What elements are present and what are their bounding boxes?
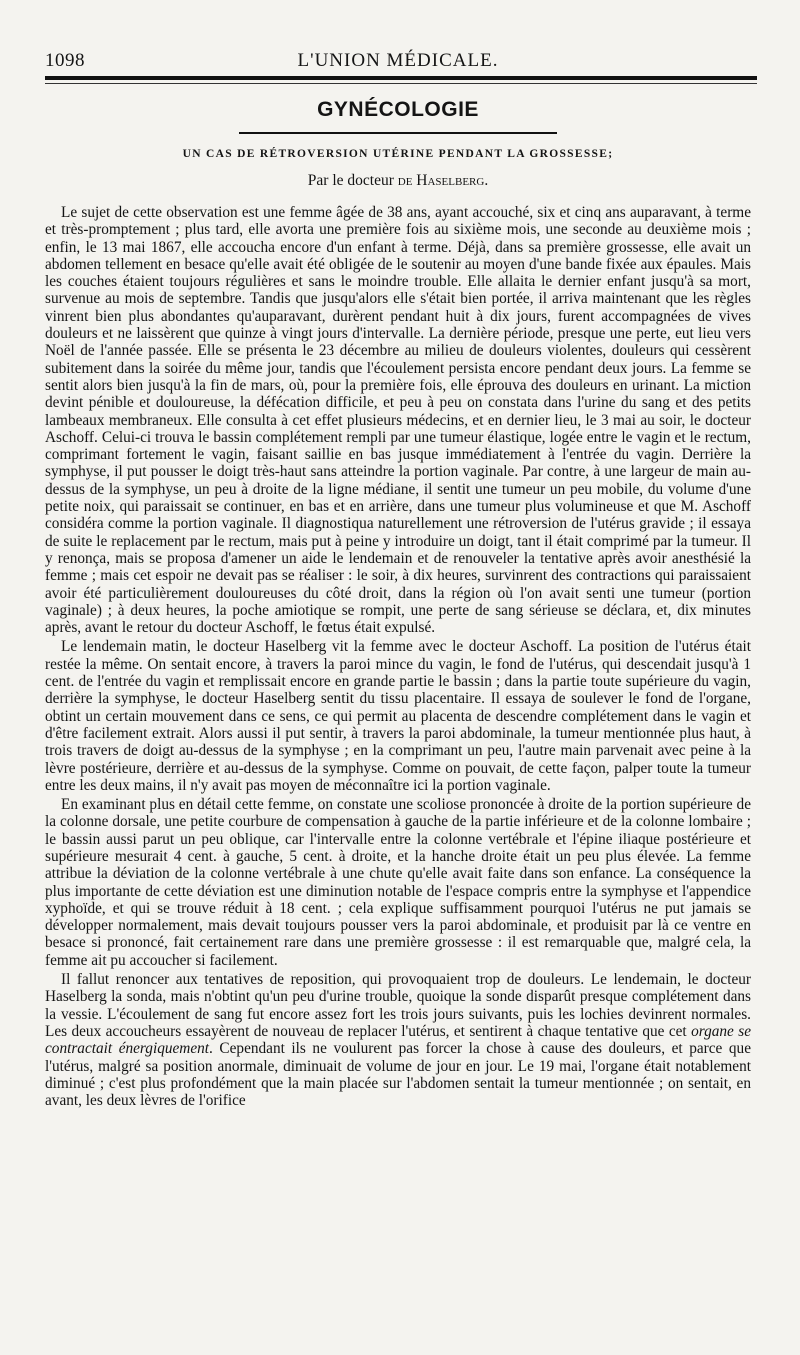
- journal-title: L'UNION MÉDICALE.: [297, 50, 499, 71]
- italic-phrase: organe se contractait énergiquement: [45, 1022, 751, 1058]
- byline: [45, 172, 751, 190]
- section-title: GYNÉCOLOGIE: [317, 98, 479, 121]
- paragraph: En examinant plus en détail cette femme, on constate une scoliose prononcée à droite de la portion supérieure de la colonne dorsale, une petite courbure de compensation à gauche de la partie inférieure et de la colonne lombaire ; le bassin aussi parut un peu oblique, car l'intervalle entre la colonne vertébrale et l'épine iliaque postérieure et supérieure mesurait 4 cent. à gauche, 5 cent. à droite, et la hanche droite était un peu plus élevée. La femme attribue la déviation de la colonne vertébrale à une chute qu'elle avait faite dans son enfance. La conséquence la plus importante de cette déviation est une diminution notable de l'espace compris entre la symphyse et l'appendice xyphoïde, et qui se trouve réduit à 18 cent. ; cela explique suffisamment pourquoi l'utérus ne put jamais se développer normalement, mais devait toujours pousser vers la paroi abdominale, et produisit par là ce ventre en besace si prononcé, fait certainement rare dans une première grossesse : il est remarquable que, malgré cela, la femme ait pu accoucher si facilement.: [45, 796, 751, 969]
- paragraph: Le lendemain matin, le docteur Haselberg vit la femme avec le docteur Aschoff. La position de l'utérus était restée la même. On sentait encore, à travers la paroi mince du vagin, le fond de l'utérus, qui descendait jusqu'à 1 cent. de l'entrée du vagin et remplissait encore en grande partie le bassin ; dans la partie toute supérieure du vagin, derrière la symphyse, le docteur Haselberg sentit du tissu placentaire. Il essaya de soulever le fond de l'organe, obtint un certain mouvement dans ce sens, ce qui permit au placenta de descendre complétement dans le vagin et d'être facilement extrait. Alors aussi il put sentir, à travers la paroi abdominale, la tumeur mentionnée plus haut, à trois travers de doigt au-dessus de la symphyse ; en la comprimant un peu, l'autre main parvenait avec peine à la lèvre postérieure, derrière et au-dessus de la symphyse. Comme on pouvait, de cette façon, palper toute la tumeur entre les deux mains, il n'y avait pas moyen de méconnaître ici la portion vaginale.: [45, 638, 751, 794]
- page: [45, 40, 751, 1340]
- article-title: UN CAS DE RÉTROVERSION UTÉRINE PENDANT LA GROSSESSE;: [182, 148, 614, 160]
- byline-author: de Haselberg.: [397, 172, 489, 189]
- page-number: 1098: [45, 50, 85, 71]
- article-body: [45, 204, 751, 1109]
- header-rule-thin: [45, 83, 757, 84]
- running-head: [45, 40, 751, 76]
- paragraph: Le sujet de cette observation est une femme âgée de 38 ans, ayant accouché, six et cinq ans auparavant, à terme et très-promptement ; plus tard, elle avorta une première fois au sixième mois, une seconde au deuxième mois ; enfin, le 13 mai 1867, elle accoucha encore d'un enfant à terme. Déjà, dans sa première grossesse, elle avait un abdomen tellement en besace qu'elle avait été obligée de le soutenir au moyen d'une bande fixée aux épaules. Mais les couches étaient toujours régulières et sans le moindre trouble. Elle allaita le dernier enfant jusqu'à sa mort, survenue au mois de septembre. Tandis que jusqu'alors elle s'était bien portée, il arriva maintenant que les règles vinrent bien plus abondantes qu'auparavant, durèrent pendant huit à dix jours, furent accompagnées de vives douleurs et ne laissèrent que quinze à vingt jours d'intervalle. La dernière période, presque une perte, eut lieu vers Noël de l'année passée. Elle se présenta le 23 décembre au milieu de douleurs violentes, douleurs qui cessèrent subitement dans la soirée du même jour, tandis que l'écoulement persista encore pendant deux jours. La femme se sentit alors bien jusqu'à la fin de mars, où, pour la première fois, elle éprouva des douleurs en urinant. La miction devint pénible et douloureuse, la défécation difficile, et peu à peu on constata dans l'urine du sang et des petits lambeaux membraneux. Elle consulta à cet effet plusieurs médecins, et en dernier lieu, le 3 mai au soir, le docteur Aschoff. Celui-ci trouva le bassin complétement rempli par une tumeur élastique, logée entre le vagin et le rectum, comprimant fortement le vagin, faisant saillie en bas jusque immédiatement à l'entrée du vagin. Derrière la symphyse, il put pousser le doigt très-haut sans atteindre la portion vaginale. Par contre, à une largeur de main au-dessus de la symphyse, un peu à droite de la ligne médiane, il sentit une tumeur un peu mobile, du volume d'une petite noix, qui paraissait se continuer, en bas et en arrière, dans une tumeur plus volumineuse et que M. Aschoff considéra comme la portion vaginale. Il diagnostiqua naturellement une rétroversion de l'utérus gravide ; il essaya de suite le replacement par le rectum, mais put à peine y introduire un doigt, tant il était comprimé par la tumeur. Il y renonça, mais se proposa d'amener un aide le lendemain et de renouveler la tentative après avoir anesthésié la femme ; mais cet espoir ne devait pas se réaliser : le soir, à dix heures, survinrent des contractions qui paraissaient avoir été particulièrement douloureuses du côté droit, dans la région où l'on avait senti une tumeur (portion vaginale) ; à deux heures, la poche amiotique se rompit, une perte de sang sérieuse se déclara, et, dix minutes après, avant le retour du docteur Aschoff, le fœtus était expulsé.: [45, 204, 751, 637]
- paragraph-text: . Cependant ils ne voulurent pas forcer la chose à cause des douleurs, et parce que l'utérus, malgré sa position anormale, diminuait de volume de jour en jour. Le: [45, 1040, 751, 1075]
- paragraph: [45, 971, 751, 1109]
- byline-prefix: Par le docteur: [307, 172, 398, 189]
- header-rule: [45, 76, 757, 80]
- section-rule: [239, 132, 557, 134]
- paragraph-text: Il fallut renoncer aux tentatives de reposition, qui provoquaient trop de douleurs. Le lendemain, le docteur Haselberg la sonda, mais n'obtint qu'un peu d'urine trouble, quoique la sonde disparût presque complétement dans la vessie. L'écoulement de sang fut encore assez fort les trois jours suivants, puis les lochies devinrent normales. Les deux accoucheurs essayèrent de nouveau de replacer l'utérus, et sentirent à chaque tentative que cet: [45, 971, 751, 1040]
- paragraph-text: 19 mai, l'organe était notablement diminué ; c'est plus profondément que la main placée sur l'abdomen sentait la tumeur mentionnée ; on sentait, en avant, les deux lèvres de l'orifice: [45, 1057, 751, 1110]
